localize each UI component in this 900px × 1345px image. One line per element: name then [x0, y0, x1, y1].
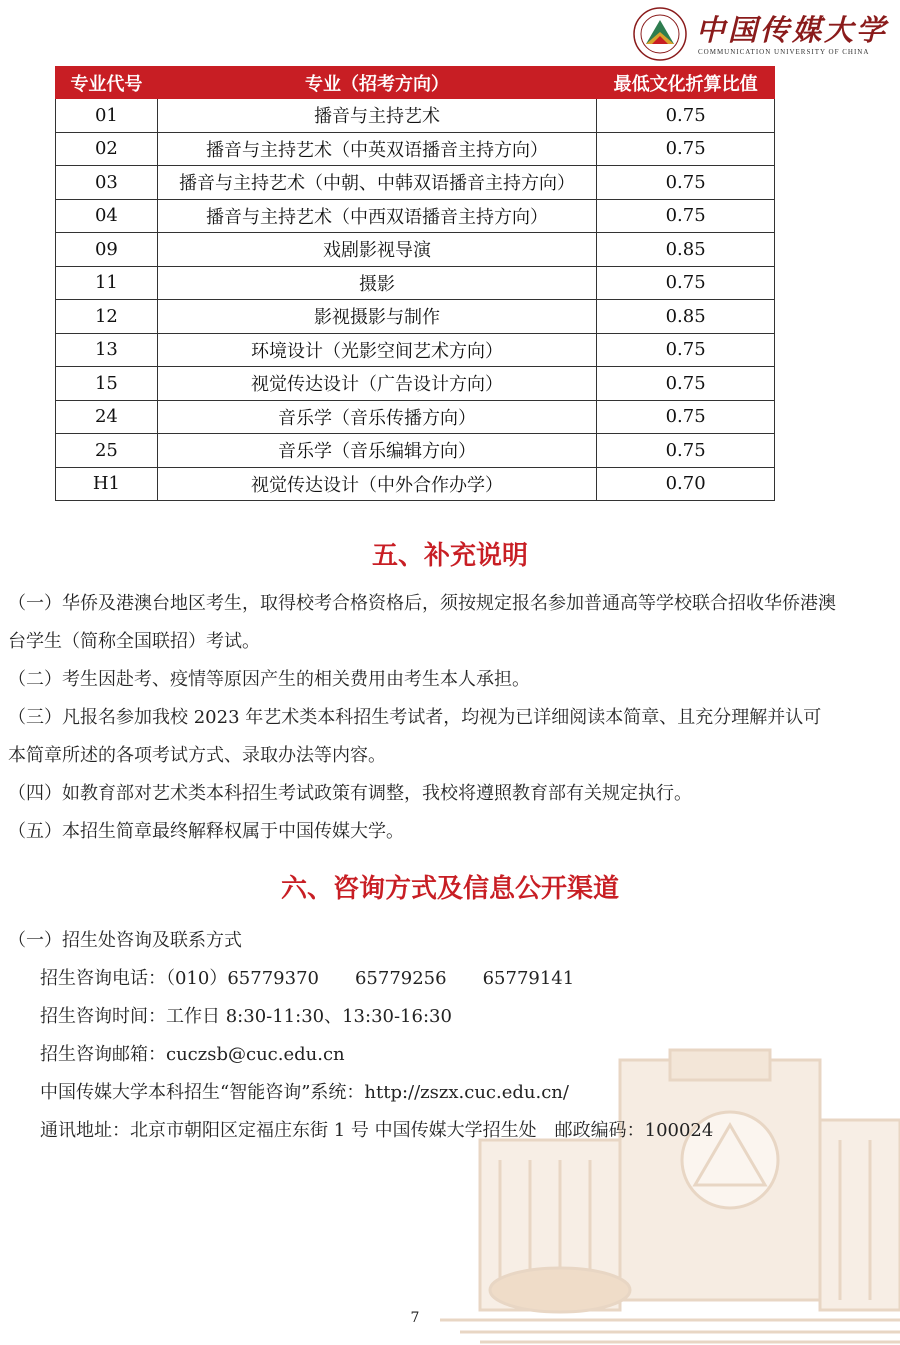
cell-major: 播音与主持艺术（中朝、中韩双语播音主持方向）: [157, 166, 596, 200]
cell-major: 摄影: [157, 266, 596, 300]
table-row: [56, 400, 775, 434]
cell-major: 播音与主持艺术（中英双语播音主持方向）: [157, 132, 596, 166]
cell-ratio: 0.85: [597, 300, 775, 334]
table-row: [56, 199, 775, 233]
cell-code: 13: [56, 333, 158, 367]
cell-ratio: 0.75: [597, 132, 775, 166]
cell-code: 03: [56, 166, 158, 200]
section6-title: 六、咨询方式及信息公开渠道: [280, 874, 619, 904]
cell-ratio: 0.85: [597, 233, 775, 267]
cell-code: H1: [56, 467, 158, 501]
table-row: [56, 300, 775, 334]
cell-ratio: 0.75: [597, 266, 775, 300]
header-major: 专业（招考方向）: [157, 67, 596, 99]
section5-item-3: （三）凡报名参加我校 2023 年艺术类本科招生考试者，均视为已详细阅读本简章、且充分理解并认可本简章所述的各项考试方式、录取办法等内容。: [8, 707, 822, 766]
cell-major: 视觉传达设计（中外合作办学）: [157, 467, 596, 501]
contact-system-link[interactable]: 中国传媒大学本科招生“智能咨询”系统：http://zszx.cuc.edu.cn/: [40, 1082, 569, 1103]
cell-code: 01: [56, 99, 158, 133]
cell-major: 戏剧影视导演: [157, 233, 596, 267]
cell-code: 12: [56, 300, 158, 334]
score-ratio-table: [55, 66, 775, 501]
contact-phone: 招生咨询电话：（010）65779370 65779256 65779141: [40, 968, 575, 989]
cell-major: 音乐学（音乐传播方向）: [157, 400, 596, 434]
cell-code: 24: [56, 400, 158, 434]
cell-ratio: 0.70: [597, 467, 775, 501]
cell-ratio: 0.75: [597, 333, 775, 367]
contact-hours: 招生咨询时间：工作日 8:30-11:30、13:30-16:30: [40, 1006, 452, 1027]
cell-code: 15: [56, 367, 158, 401]
table-row: [56, 166, 775, 200]
cell-ratio: 0.75: [597, 400, 775, 434]
university-logo: [632, 6, 894, 62]
cell-ratio: 0.75: [597, 99, 775, 133]
cell-code: 09: [56, 233, 158, 267]
table-header-row: [56, 67, 775, 99]
cell-ratio: 0.75: [597, 166, 775, 200]
table-row: [56, 333, 775, 367]
table-row: [56, 132, 775, 166]
section5-title: 五、补充说明: [371, 541, 528, 571]
table-row: [56, 467, 775, 501]
page-number: 7: [410, 1310, 420, 1326]
logo-english-name: COMMUNICATION UNIVERSITY OF CHINA: [698, 48, 870, 56]
cell-ratio: 0.75: [597, 434, 775, 468]
table-row: [56, 434, 775, 468]
table-row: [56, 99, 775, 133]
university-seal-icon: [632, 6, 688, 62]
contact-address: 通讯地址：北京市朝阳区定福庄东街 1 号 中国传媒大学招生处 邮政编码：100024: [40, 1120, 714, 1141]
contact-email[interactable]: 招生咨询邮箱：cuczsb@cuc.edu.cn: [40, 1044, 345, 1065]
cell-code: 02: [56, 132, 158, 166]
cell-major: 播音与主持艺术（中西双语播音主持方向）: [157, 199, 596, 233]
header-ratio: 最低文化折算比值: [597, 67, 775, 99]
cell-code: 04: [56, 199, 158, 233]
table-row: [56, 233, 775, 267]
cell-major: 环境设计（光影空间艺术方向）: [157, 333, 596, 367]
cell-major: 音乐学（音乐编辑方向）: [157, 434, 596, 468]
cell-major: 视觉传达设计（广告设计方向）: [157, 367, 596, 401]
cell-code: 11: [56, 266, 158, 300]
section5-item-4: （四）如教育部对艺术类本科招生考试政策有调整，我校将遵照教育部有关规定执行。: [8, 783, 692, 804]
section5-item-2: （二）考生因赴考、疫情等原因产生的相关费用由考生本人承担。: [8, 669, 530, 690]
section5-item-5: （五）本招生简章最终解释权属于中国传媒大学。: [8, 821, 404, 842]
cell-code: 25: [56, 434, 158, 468]
cell-major: 播音与主持艺术: [157, 99, 596, 133]
table-row: [56, 367, 775, 401]
section5-item-1: （一）华侨及港澳台地区考生，取得校考合格资格后，须按规定报名参加普通高等学校联合招收华侨港澳台学生（简称全国联招）考试。: [8, 593, 836, 652]
cell-ratio: 0.75: [597, 199, 775, 233]
cell-major: 影视摄影与制作: [157, 300, 596, 334]
logo-chinese-name: 中国传媒大学: [696, 13, 889, 47]
section6-subtitle: （一）招生处咨询及联系方式: [8, 930, 242, 951]
header-code: 专业代号: [56, 67, 158, 99]
cell-ratio: 0.75: [597, 367, 775, 401]
table-row: [56, 266, 775, 300]
